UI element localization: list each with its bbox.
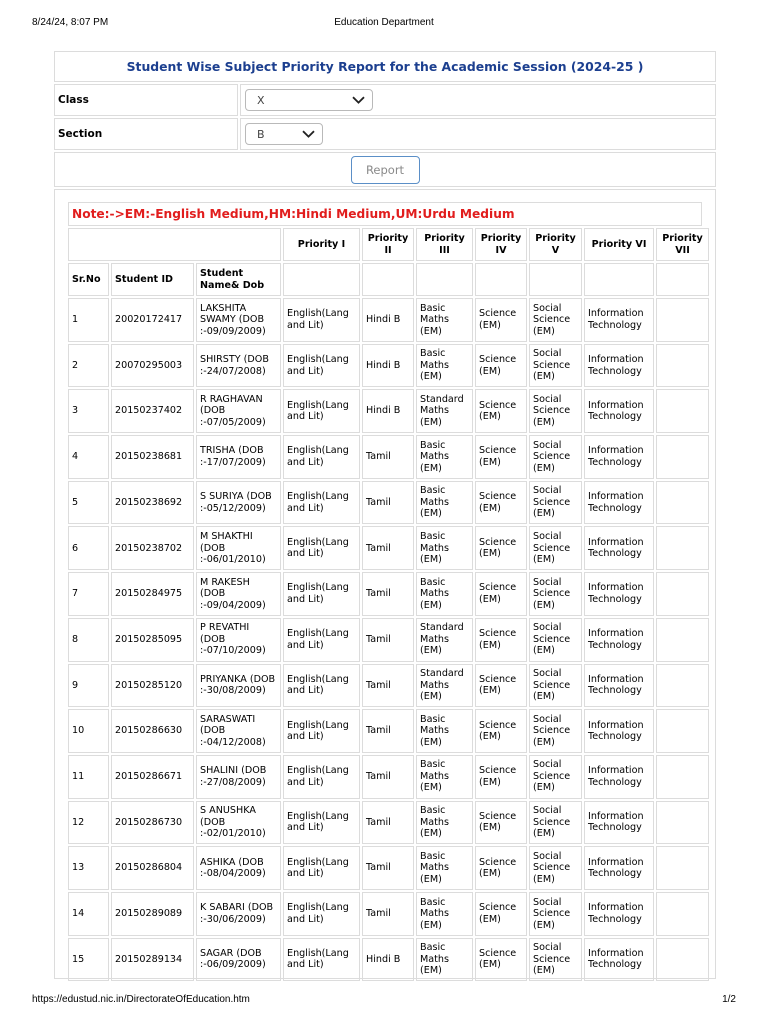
priority-header: Priority VI [584,228,654,261]
student-id-cell: 20150286630 [111,709,194,753]
student-id-cell: 20150285095 [111,618,194,662]
priority-7-cell [656,298,709,342]
priority-5-cell: Social Science (EM) [529,298,582,342]
priority-5-cell: Social Science (EM) [529,344,582,388]
sr-no-cell: 13 [68,846,109,890]
priority-5-cell: Social Science (EM) [529,801,582,845]
blank-header-cell [475,263,527,296]
student-id-cell: 20150237402 [111,389,194,433]
table-row [68,298,709,342]
priority-2-cell: Tamil [362,709,414,753]
priority-1-cell: English(Lang and Lit) [283,755,360,799]
table-row [68,618,709,662]
table-row [68,846,709,890]
report-button[interactable]: Report [351,156,420,184]
priority-4-cell: Science (EM) [475,892,527,936]
student-name-dob-cell: SARASWATI (DOB :-04/12/2008) [196,709,281,753]
student-name-dob-cell: LAKSHITA SWAMY (DOB :-09/09/2009) [196,298,281,342]
priority-1-cell: English(Lang and Lit) [283,664,360,708]
sr-no-cell: 5 [68,481,109,525]
priority-4-cell: Science (EM) [475,526,527,570]
priority-4-cell: Science (EM) [475,618,527,662]
priority-7-cell [656,481,709,525]
table-row [68,892,709,936]
report-form [54,51,716,979]
priority-3-cell: Basic Maths (EM) [416,801,473,845]
priority-1-cell: English(Lang and Lit) [283,481,360,525]
priority-3-cell: Standard Maths (EM) [416,389,473,433]
student-id-cell: 20150286804 [111,846,194,890]
priority-1-cell: English(Lang and Lit) [283,938,360,982]
student-id-cell: 20070295003 [111,344,194,388]
priority-6-cell: Information Technology [584,709,654,753]
priority-2-cell: Hindi B [362,298,414,342]
priority-3-cell: Basic Maths (EM) [416,481,473,525]
priority-7-cell [656,389,709,433]
student-name-dob-cell: SAGAR (DOB :-06/09/2009) [196,938,281,982]
table-row [68,938,709,982]
table-row [68,664,709,708]
blank-header-cell [584,263,654,296]
priority-3-cell: Basic Maths (EM) [416,572,473,616]
print-header [32,17,736,31]
priority-5-cell: Social Science (EM) [529,389,582,433]
sr-no-cell: 4 [68,435,109,479]
medium-note: Note:->EM:-English Medium,HM:Hindi Medium,UM:Urdu Medium [68,202,702,226]
chevron-down-icon [352,96,365,104]
priority-2-cell: Tamil [362,755,414,799]
priority-6-cell: Information Technology [584,389,654,433]
student-name-dob-cell: P REVATHI (DOB :-07/10/2009) [196,618,281,662]
priority-2-cell: Tamil [362,481,414,525]
student-id-cell: 20150286730 [111,801,194,845]
priority-1-cell: English(Lang and Lit) [283,435,360,479]
priority-5-cell: Social Science (EM) [529,709,582,753]
student-id-cell: 20150289134 [111,938,194,982]
priority-5-cell: Social Science (EM) [529,892,582,936]
student-name-dob-cell: SHIRSTY (DOB :-24/07/2008) [196,344,281,388]
priority-7-cell [656,938,709,982]
priority-3-cell: Basic Maths (EM) [416,709,473,753]
priority-1-cell: English(Lang and Lit) [283,298,360,342]
priority-1-cell: English(Lang and Lit) [283,846,360,890]
priority-3-cell: Basic Maths (EM) [416,344,473,388]
student-name-dob-cell: S SURIYA (DOB :-05/12/2009) [196,481,281,525]
sr-no-cell: 14 [68,892,109,936]
student-name-dob-cell: M SHAKTHI (DOB :-06/01/2010) [196,526,281,570]
priority-6-cell: Information Technology [584,801,654,845]
priority-2-cell: Tamil [362,664,414,708]
priority-1-cell: English(Lang and Lit) [283,709,360,753]
table-row [68,801,709,845]
sr-no-cell: 11 [68,755,109,799]
sr-no-cell: 6 [68,526,109,570]
blank-header-cell [68,228,281,261]
sr-no-cell: 7 [68,572,109,616]
priority-2-cell: Tamil [362,618,414,662]
button-row [54,152,716,187]
table-row [68,526,709,570]
priority-6-cell: Information Technology [584,298,654,342]
priority-4-cell: Science (EM) [475,846,527,890]
priority-7-cell [656,755,709,799]
student-name-dob-cell: PRIYANKA (DOB :-30/08/2009) [196,664,281,708]
priority-3-cell: Standard Maths (EM) [416,618,473,662]
priority-1-cell: English(Lang and Lit) [283,344,360,388]
student-name-dob-cell: M RAKESH (DOB :-09/04/2009) [196,572,281,616]
sr-no-cell: 9 [68,664,109,708]
priority-6-cell: Information Technology [584,846,654,890]
priority-7-cell [656,435,709,479]
priority-7-cell [656,344,709,388]
table-body [68,298,709,981]
class-select-value: X [257,93,265,107]
print-timestamp: 8/24/24, 8:07 PM [32,17,109,28]
priority-2-cell: Tamil [362,846,414,890]
priority-5-cell: Social Science (EM) [529,846,582,890]
sr-no-cell: 10 [68,709,109,753]
student-id-cell: 20150284975 [111,572,194,616]
student-name-dob-cell: TRISHA (DOB :-17/07/2009) [196,435,281,479]
priority-5-cell: Social Science (EM) [529,664,582,708]
priority-4-cell: Science (EM) [475,801,527,845]
priority-4-cell: Science (EM) [475,664,527,708]
priority-2-cell: Hindi B [362,389,414,433]
priority-3-cell: Standard Maths (EM) [416,664,473,708]
priority-header-row [68,228,709,261]
priority-3-cell: Basic Maths (EM) [416,846,473,890]
section-select-value: B [257,127,265,141]
priority-4-cell: Science (EM) [475,298,527,342]
priority-5-cell: Social Science (EM) [529,526,582,570]
priority-2-cell: Tamil [362,435,414,479]
priority-6-cell: Information Technology [584,572,654,616]
blank-header-cell [362,263,414,296]
class-select[interactable] [245,89,373,111]
priority-1-cell: English(Lang and Lit) [283,572,360,616]
priority-4-cell: Science (EM) [475,344,527,388]
priority-5-cell: Social Science (EM) [529,755,582,799]
blank-header-cell [529,263,582,296]
print-footer [32,994,736,1008]
section-label: Section [54,118,238,150]
priority-6-cell: Information Technology [584,435,654,479]
column-header: Sr.No [68,263,109,296]
blank-header-cell [656,263,709,296]
priority-5-cell: Social Science (EM) [529,938,582,982]
student-name-dob-cell: SHALINI (DOB :-27/08/2009) [196,755,281,799]
column-header-row [68,263,709,296]
priority-6-cell: Information Technology [584,618,654,662]
table-row [68,344,709,388]
table-row [68,755,709,799]
section-field-cell [240,118,716,150]
report-table-container [54,189,716,979]
priority-7-cell [656,892,709,936]
column-header: Student ID [111,263,194,296]
priority-header: Priority II [362,228,414,261]
table-row [68,481,709,525]
priority-header: Priority IV [475,228,527,261]
priority-6-cell: Information Technology [584,664,654,708]
student-id-cell: 20150238702 [111,526,194,570]
priority-header: Priority V [529,228,582,261]
print-page-title: Education Department [334,17,434,28]
priority-2-cell: Tamil [362,892,414,936]
priority-4-cell: Science (EM) [475,389,527,433]
priority-6-cell: Information Technology [584,526,654,570]
priority-7-cell [656,709,709,753]
student-id-cell: 20150238692 [111,481,194,525]
priority-4-cell: Science (EM) [475,755,527,799]
sr-no-cell: 15 [68,938,109,982]
sr-no-cell: 1 [68,298,109,342]
table-row [68,389,709,433]
priority-table [66,226,711,983]
print-url: https://edustud.nic.in/DirectorateOfEducation.htm [32,994,250,1005]
student-name-dob-cell: ASHIKA (DOB :-08/04/2009) [196,846,281,890]
priority-7-cell [656,572,709,616]
priority-1-cell: English(Lang and Lit) [283,618,360,662]
chevron-down-icon [302,130,315,138]
report-title: Student Wise Subject Priority Report for the Academic Session (2024-25 ) [54,51,716,82]
blank-header-cell [283,263,360,296]
student-name-dob-cell: R RAGHAVAN (DOB :-07/05/2009) [196,389,281,433]
priority-2-cell: Tamil [362,572,414,616]
priority-6-cell: Information Technology [584,344,654,388]
section-select[interactable] [245,123,323,145]
priority-3-cell: Basic Maths (EM) [416,755,473,799]
priority-4-cell: Science (EM) [475,709,527,753]
priority-2-cell: Hindi B [362,938,414,982]
student-id-cell: 20150285120 [111,664,194,708]
priority-2-cell: Hindi B [362,344,414,388]
priority-1-cell: English(Lang and Lit) [283,892,360,936]
class-label: Class [54,84,238,116]
priority-3-cell: Basic Maths (EM) [416,298,473,342]
student-id-cell: 20150289089 [111,892,194,936]
priority-1-cell: English(Lang and Lit) [283,526,360,570]
student-id-cell: 20150286671 [111,755,194,799]
sr-no-cell: 2 [68,344,109,388]
priority-4-cell: Science (EM) [475,481,527,525]
priority-2-cell: Tamil [362,801,414,845]
student-id-cell: 20150238681 [111,435,194,479]
priority-6-cell: Information Technology [584,755,654,799]
priority-7-cell [656,664,709,708]
table-row [68,435,709,479]
column-header: Student Name& Dob [196,263,281,296]
priority-6-cell: Information Technology [584,481,654,525]
priority-header: Priority VII [656,228,709,261]
priority-4-cell: Science (EM) [475,572,527,616]
print-page-number: 1/2 [722,994,736,1005]
section-row [54,118,716,150]
priority-5-cell: Social Science (EM) [529,435,582,479]
priority-5-cell: Social Science (EM) [529,618,582,662]
priority-4-cell: Science (EM) [475,938,527,982]
blank-header-cell [416,263,473,296]
priority-1-cell: English(Lang and Lit) [283,389,360,433]
priority-3-cell: Basic Maths (EM) [416,526,473,570]
student-name-dob-cell: S ANUSHKA (DOB :-02/01/2010) [196,801,281,845]
priority-5-cell: Social Science (EM) [529,572,582,616]
priority-2-cell: Tamil [362,526,414,570]
table-row [68,572,709,616]
priority-3-cell: Basic Maths (EM) [416,938,473,982]
sr-no-cell: 8 [68,618,109,662]
sr-no-cell: 3 [68,389,109,433]
priority-7-cell [656,801,709,845]
priority-7-cell [656,618,709,662]
priority-6-cell: Information Technology [584,892,654,936]
priority-4-cell: Science (EM) [475,435,527,479]
priority-7-cell [656,526,709,570]
priority-7-cell [656,846,709,890]
priority-header: Priority I [283,228,360,261]
priority-1-cell: English(Lang and Lit) [283,801,360,845]
priority-6-cell: Information Technology [584,938,654,982]
priority-3-cell: Basic Maths (EM) [416,892,473,936]
student-id-cell: 20020172417 [111,298,194,342]
priority-5-cell: Social Science (EM) [529,481,582,525]
class-field-cell [240,84,716,116]
sr-no-cell: 12 [68,801,109,845]
priority-3-cell: Basic Maths (EM) [416,435,473,479]
priority-header: Priority III [416,228,473,261]
table-row [68,709,709,753]
class-row [54,84,716,116]
student-name-dob-cell: K SABARI (DOB :-30/06/2009) [196,892,281,936]
